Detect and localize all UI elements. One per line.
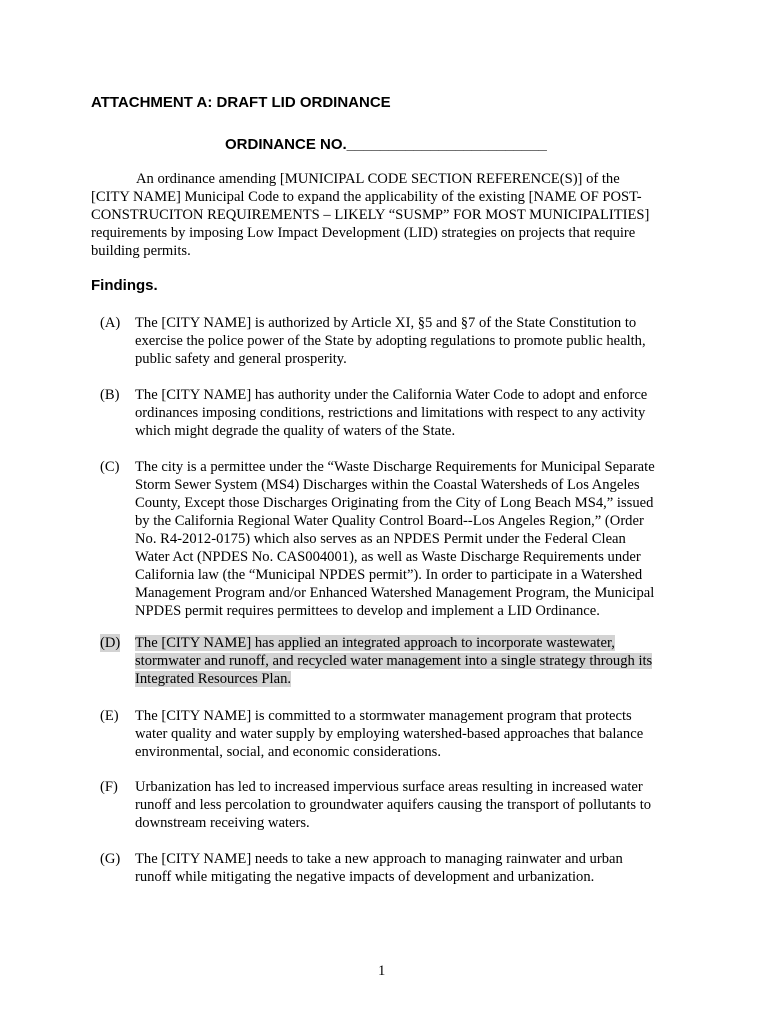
finding-line	[135, 634, 652, 652]
finding-line: The [CITY NAME] is committed to a stormwater management program that protects	[135, 708, 632, 724]
finding-line: No. R4-2012-0175) which also serves as an NPDES Permit under the Federal Clean	[135, 531, 626, 547]
finding-body	[135, 314, 646, 368]
finding-line: County, Except those Discharges Originating from the City of Long Beach MS4,” issued	[135, 495, 654, 511]
finding-line: exercise the police power of the State by adopting regulations to promote public health,	[135, 333, 646, 349]
finding-line: The [CITY NAME] has authority under the California Water Code to adopt and enforce	[135, 387, 648, 403]
finding-marker: (E)	[100, 708, 119, 724]
highlighted-text: The [CITY NAME] has applied an integrated approach to incorporate wastewater,	[135, 635, 615, 651]
finding-line: The [CITY NAME] is authorized by Article XI, §5 and §7 of the State Constitution to	[135, 315, 637, 331]
intro-line: [CITY NAME] Municipal Code to expand the applicability of the existing [NAME OF POST-	[91, 189, 642, 205]
ordinance-number-heading: ORDINANCE NO.________________________	[225, 136, 547, 153]
intro-line: CONSTRUCITON REQUIREMENTS – LIKELY “SUSMP” FOR MOST MUNICIPALITIES]	[91, 207, 650, 223]
finding-line	[135, 670, 652, 688]
finding-line: NPDES permit requires permittees to develop and implement a LID Ordinance.	[135, 603, 600, 619]
finding-line: by the California Regional Water Quality Control Board--Los Angeles Region,” (Order	[135, 513, 644, 529]
finding-line: water quality and water supply by employing watershed-based approaches that balance	[135, 726, 644, 742]
findings-heading: Findings.	[91, 277, 158, 294]
finding-line: Water Act (NPDES No. CAS004001), as well as Waste Discharge Requirements under	[135, 549, 641, 565]
finding-body	[135, 850, 623, 886]
intro-line: requirements by imposing Low Impact Development (LID) strategies on projects that require	[91, 225, 636, 241]
finding-body	[135, 458, 655, 620]
finding-marker: (C)	[100, 459, 120, 475]
finding-line: which might degrade the quality of waters of the State.	[135, 423, 456, 439]
finding-marker: (B)	[100, 387, 120, 403]
page-number: 1	[378, 963, 386, 979]
highlighted-text: Integrated Resources Plan.	[135, 671, 292, 687]
finding-line: The [CITY NAME] needs to take a new approach to managing rainwater and urban	[135, 851, 623, 867]
highlighted-text: stormwater and runoff, and recycled water management into a single strategy through its	[135, 653, 653, 669]
finding-line: Storm Sewer System (MS4) Discharges within the Coastal Watersheds of Los Angeles	[135, 477, 640, 493]
intro-paragraph	[91, 170, 691, 260]
finding-line: downstream receiving waters.	[135, 815, 310, 831]
finding-line: ordinances imposing conditions, restrictions and limitations with respect to any activity	[135, 405, 646, 421]
finding-marker: (D)	[100, 635, 121, 651]
finding-line	[135, 652, 652, 670]
finding-body	[135, 707, 643, 761]
finding-marker: (G)	[100, 851, 121, 867]
intro-line: building permits.	[91, 243, 191, 259]
finding-line: Management Program and/or Enhanced Watershed Management Program, the Municipal	[135, 585, 655, 601]
finding-line: California law (the “Municipal NPDES permit”). In order to participate in a Watershed	[135, 567, 643, 583]
finding-marker: (A)	[100, 315, 121, 331]
finding-line: runoff while mitigating the negative impacts of development and urbanization.	[135, 869, 595, 885]
intro-line: An ordinance amending [MUNICIPAL CODE SECTION REFERENCE(S)] of the	[136, 171, 620, 187]
finding-line: The city is a permittee under the “Waste Discharge Requirements for Municipal Separate	[135, 459, 655, 475]
attachment-title: ATTACHMENT A: DRAFT LID ORDINANCE	[91, 94, 391, 111]
finding-marker: (F)	[100, 779, 118, 795]
finding-line: runoff and less percolation to groundwater aquifers causing the transport of pollutants to	[135, 797, 652, 813]
finding-line: Urbanization has led to increased impervious surface areas resulting in increased water	[135, 779, 643, 795]
finding-body	[135, 386, 647, 440]
finding-body	[135, 778, 651, 832]
finding-line: public safety and general prosperity.	[135, 351, 347, 367]
finding-line: environmental, social, and economic considerations.	[135, 744, 441, 760]
finding-body	[135, 634, 652, 688]
